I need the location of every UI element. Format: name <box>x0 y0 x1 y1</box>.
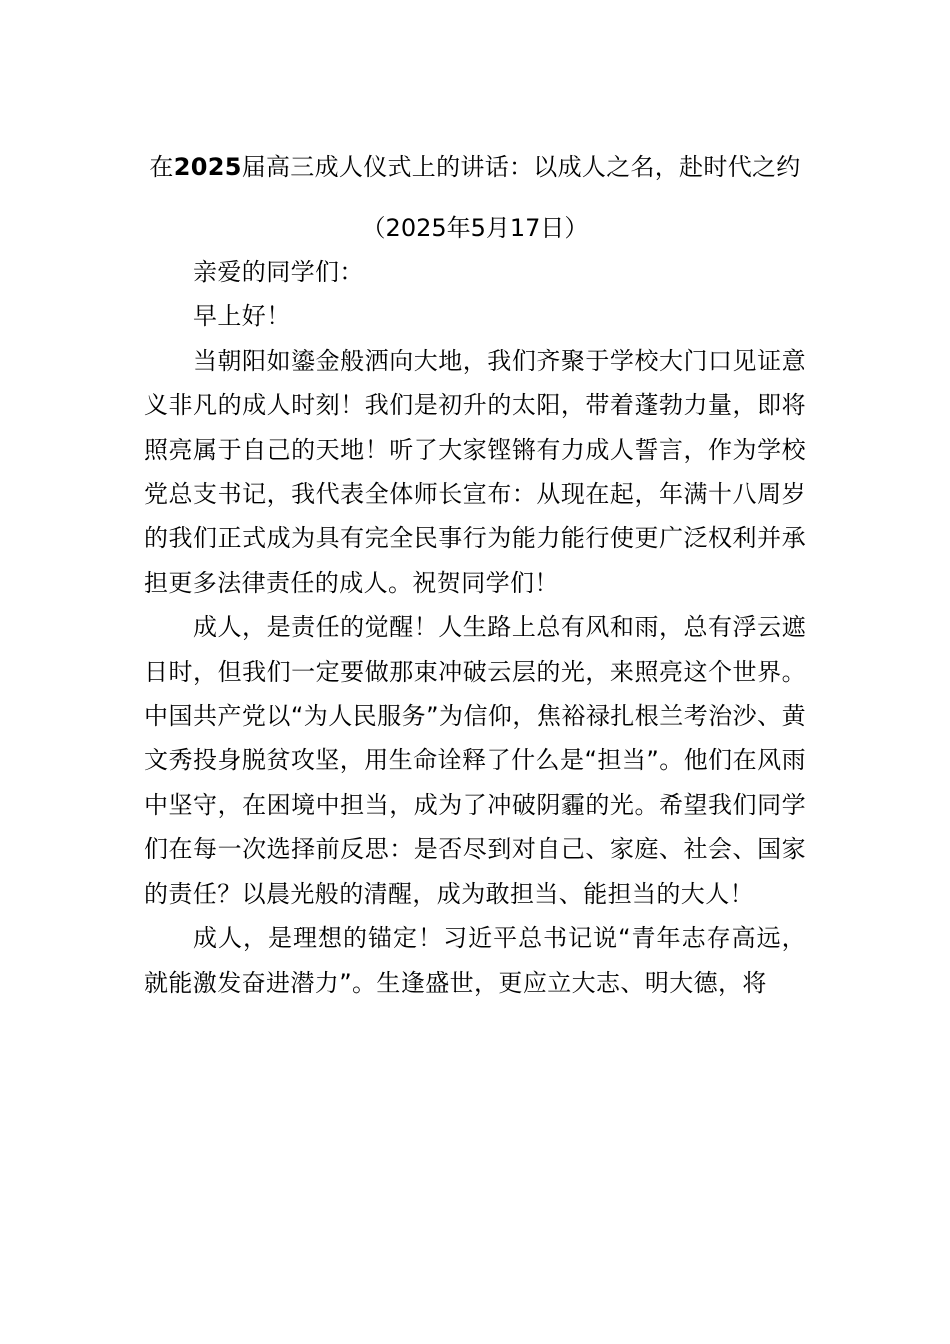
paragraph-ideals: 成人，是理想的锚定！习近平总书记说“青年志存高远，就能激发奋进潜力”。生逢盛世，更应立大志、明大德，将 <box>144 924 806 997</box>
title-year: 2025 <box>173 153 242 181</box>
title-prefix: 在 <box>149 153 174 181</box>
paragraph-responsibility: 成人，是责任的觉醒！人生路上总有风和雨，总有浮云遮日时，但我们一定要做那束冲破云层的光，来照亮这个世界。中国共产党以“为人民服务”为信仰，焦裕禄扎根兰考治沙、黄文秀投身脱贫攻坚，用生命诠释了什么是“担当”。他们在风雨中坚守，在困境中担当，成为了冲破阴霾的光。希望我们同学们在每一次选择前反思：是否尽到对自己、家庭、社会、国家的责任？以晨光般的清醒，成为敢担当、能担当的大人！ <box>144 613 806 908</box>
speech-date: （2025年5月17日） <box>361 214 589 242</box>
document-body <box>144 145 806 1005</box>
title-suffix: 届高三成人仪式上的讲话：以成人之名，赴时代之约 <box>241 153 801 181</box>
greeting-morning: 早上好！ <box>193 302 291 331</box>
paragraph-opening: 当朝阳如鎏金般洒向大地，我们齐聚于学校大门口见证意义非凡的成人时刻！我们是初升的太阳，带着蓬勃力量，即将照亮属于自己的天地！听了大家铿锵有力成人誓言，作为学校党总支书记，我代表全体师长宣布：从现在起，年满十八周岁的我们正式成为具有完全民事行为能力能行使更广泛权利并承担更多法律责任的成人。祝贺同学们！ <box>144 346 806 597</box>
page-title <box>144 145 806 189</box>
greeting-salutation: 亲爱的同学们： <box>193 258 364 286</box>
